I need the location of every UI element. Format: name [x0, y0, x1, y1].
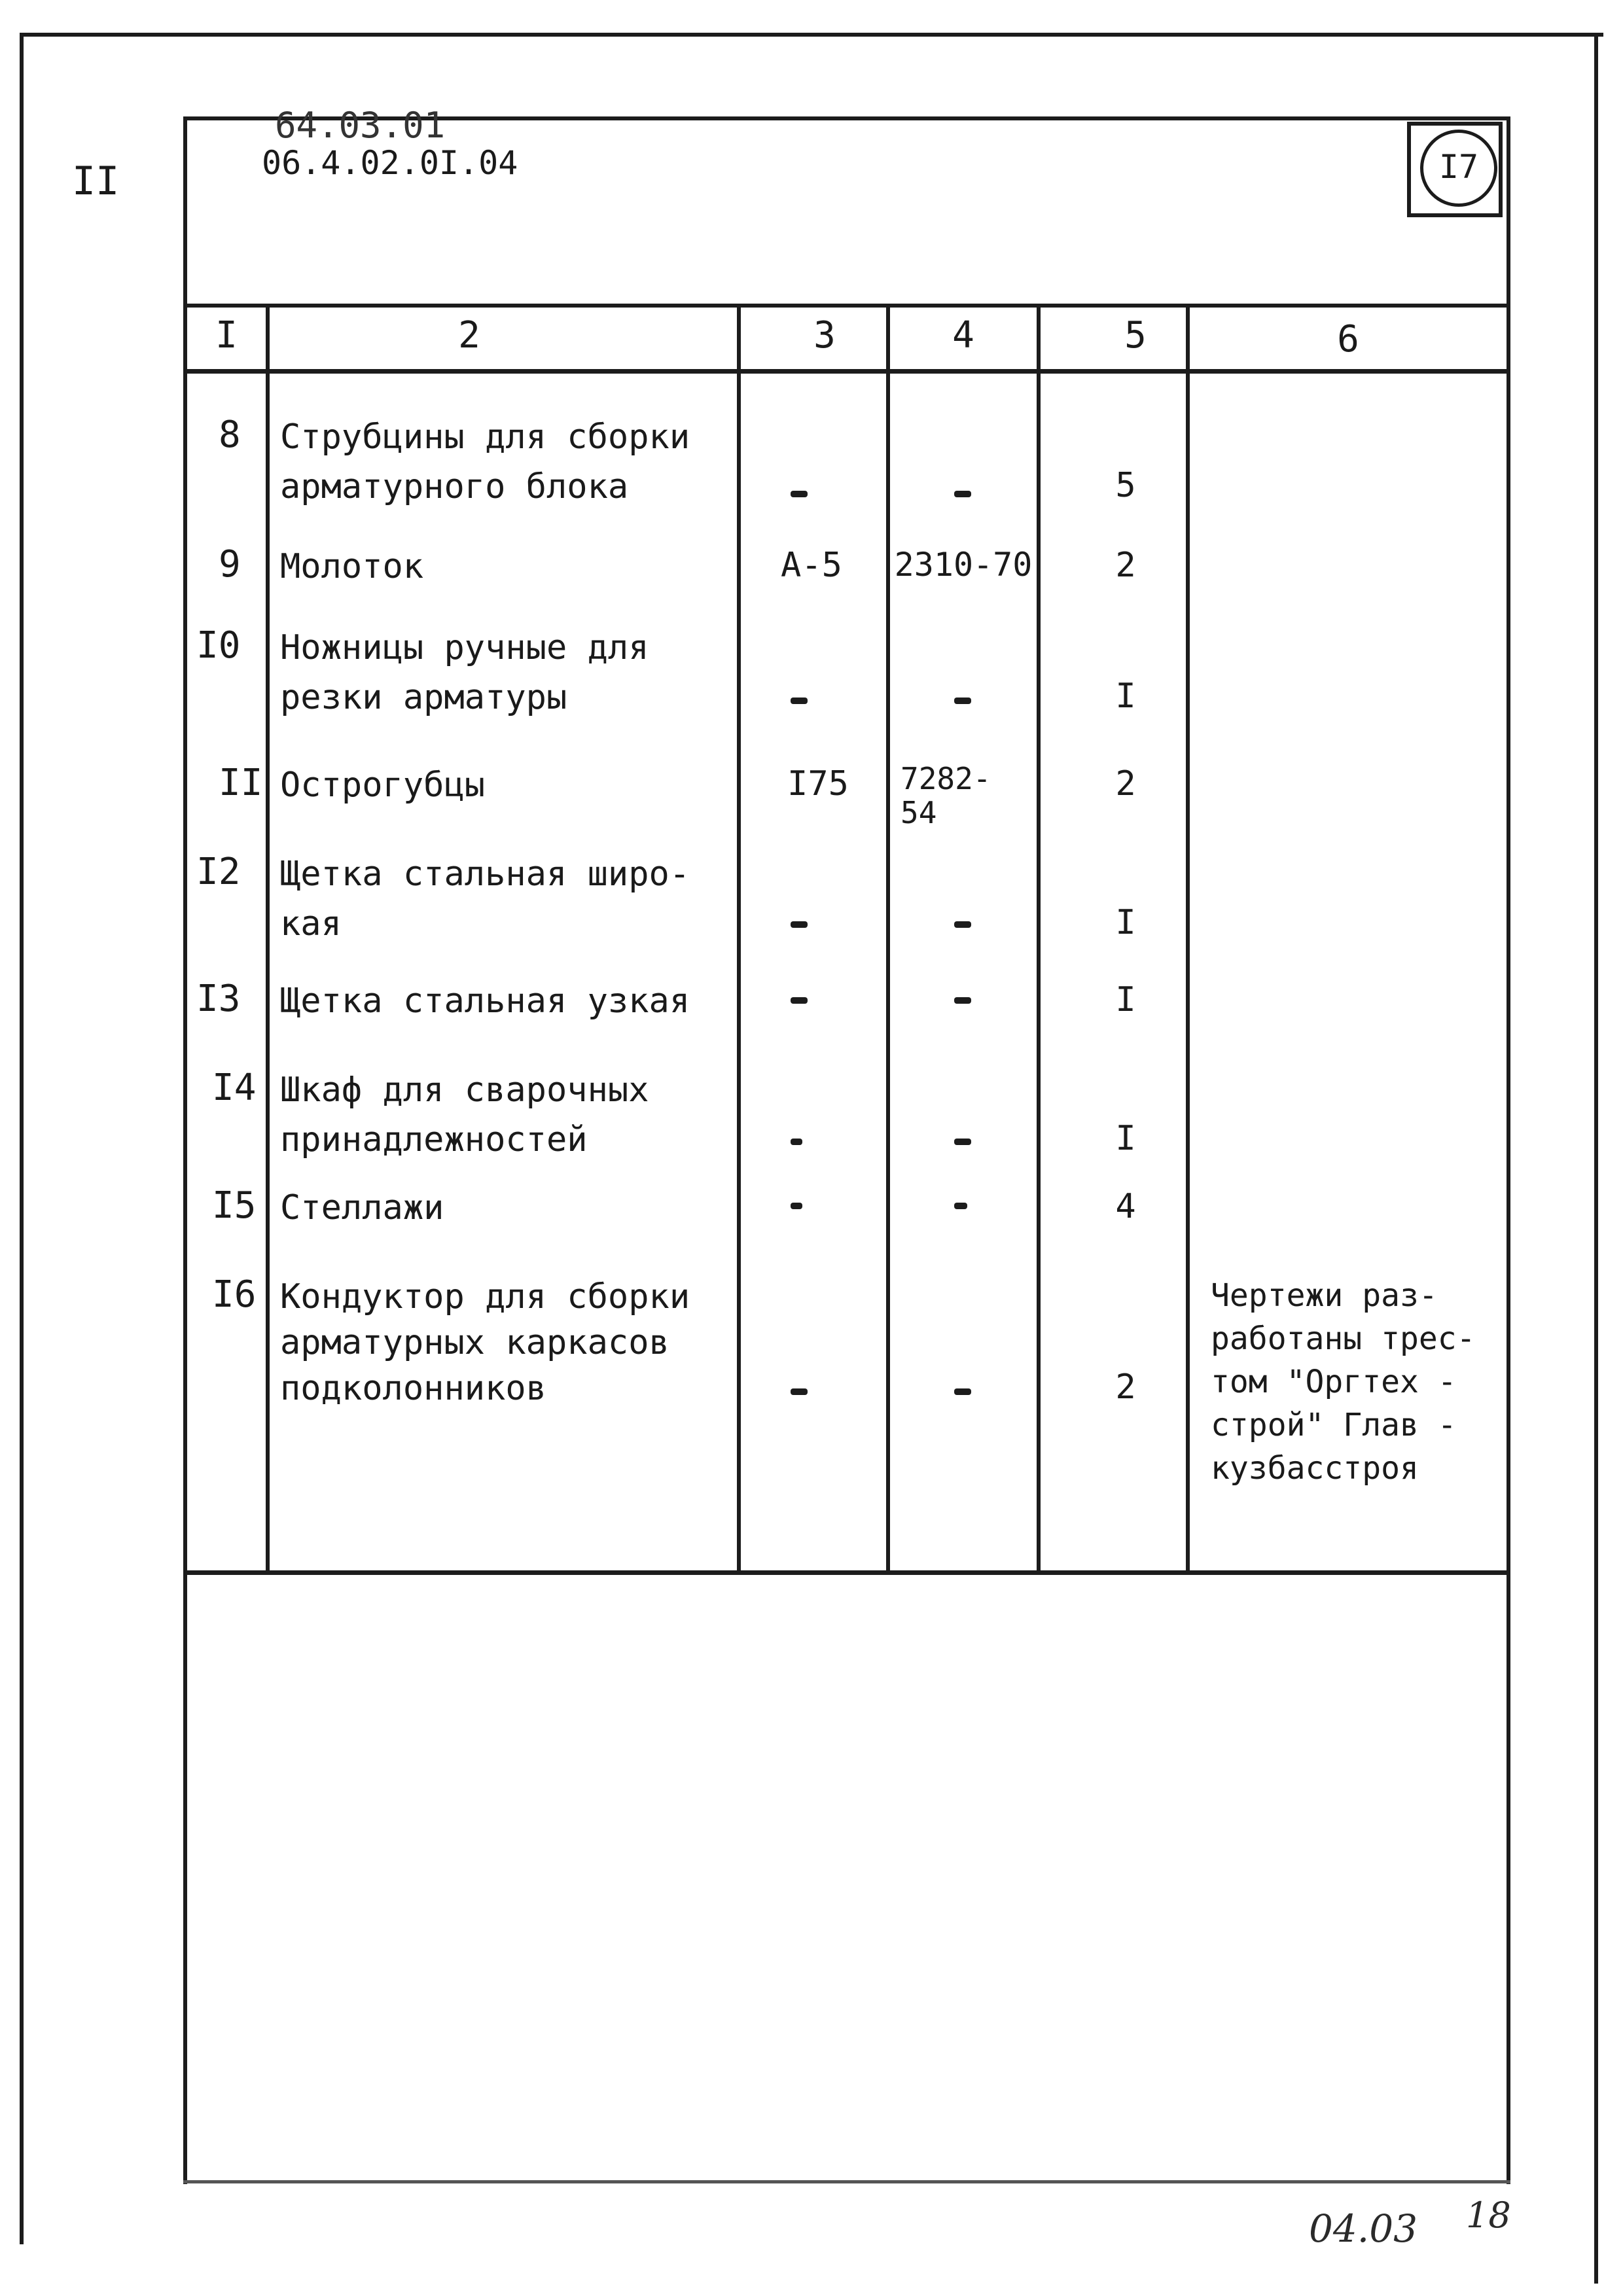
- row-number: I2: [196, 851, 241, 893]
- empty-dash: [954, 1203, 967, 1209]
- item-name-line: арматурного блока: [280, 467, 629, 506]
- document-code-struck: 64.03.01: [275, 105, 446, 146]
- empty-dash: [791, 997, 808, 1004]
- cell-col-3: [746, 980, 877, 1019]
- header-bottom-line: [183, 369, 1510, 374]
- document-code: 06.4.02.0I.04: [262, 144, 518, 182]
- item-name-line: арматурных каркасов: [280, 1323, 669, 1362]
- cell-col-5: 5: [1115, 466, 1136, 505]
- empty-dash: [791, 491, 808, 497]
- empty-dash: [954, 1388, 971, 1395]
- cell-col-3: [746, 906, 877, 945]
- note-line: Чертежи раз-: [1211, 1277, 1438, 1314]
- col-line-4: [1037, 304, 1041, 1573]
- cell-col-3: [746, 471, 877, 510]
- empty-dash: [791, 1139, 802, 1145]
- empty-dash: [954, 1139, 971, 1145]
- page-border-right: [1594, 33, 1598, 2284]
- empty-dash: [954, 698, 971, 704]
- cell-col-5: I: [1115, 980, 1136, 1019]
- header-col-3: 3: [813, 314, 836, 357]
- empty-dash: [791, 698, 808, 704]
- cell-col-5: I: [1115, 677, 1136, 716]
- sheet-number-box: [1407, 122, 1503, 217]
- col-line-5: [1186, 304, 1190, 1573]
- row-number: I6: [212, 1273, 257, 1316]
- table-top-line: [183, 304, 1510, 308]
- row-number: 8: [219, 414, 241, 456]
- cell-col-5: 2: [1115, 546, 1136, 585]
- empty-dash: [791, 921, 808, 928]
- header-col-6: 6: [1337, 318, 1359, 361]
- cell-col-3: [746, 680, 877, 720]
- item-name-line: принадлежностей: [280, 1120, 588, 1159]
- col-line-1: [266, 304, 270, 1573]
- item-name-line: Шкаф для сварочных: [280, 1070, 649, 1110]
- note-line: строй" Глав -: [1211, 1407, 1457, 1443]
- cell-col-4: 2310-70: [894, 546, 1033, 584]
- item-name-line: Стеллажи: [280, 1188, 444, 1227]
- row-number: 9: [219, 543, 241, 586]
- frame-right: [1507, 116, 1510, 2184]
- sheet-number: I7: [1438, 148, 1479, 186]
- item-name-line: Ножницы ручные для: [280, 628, 649, 667]
- item-name-line: Молоток: [280, 547, 424, 586]
- cell-col-5: I: [1115, 1119, 1136, 1158]
- cell-col-5: 2: [1115, 1368, 1136, 1407]
- header-col-4: 4: [952, 314, 974, 357]
- cell-col-5: 2: [1115, 764, 1136, 804]
- footer-handwritten-code: 04.03: [1309, 2206, 1418, 2251]
- header-col-1: I: [215, 314, 238, 357]
- header-col-2: 2: [458, 314, 480, 357]
- item-name-line: подколонников: [280, 1369, 546, 1408]
- item-name-line: кая: [280, 904, 342, 944]
- cell-col-4-line: 54: [901, 795, 937, 830]
- item-name-line: Струбцины для сборки: [280, 417, 690, 457]
- cell-col-3: [746, 1187, 877, 1226]
- item-name-line: Щетка стальная широ-: [280, 855, 690, 894]
- cell-col-5: 4: [1115, 1187, 1136, 1226]
- margin-mark: II: [72, 158, 120, 204]
- item-name-line: Острогубцы: [280, 766, 486, 805]
- empty-dash: [954, 491, 971, 497]
- row-number: II: [219, 762, 263, 804]
- frame-bottom: [183, 2180, 1510, 2183]
- cell-col-3: I75: [787, 764, 849, 804]
- cell-col-3: [746, 1122, 877, 1161]
- page-border-left: [20, 33, 24, 2244]
- row-number: I5: [212, 1184, 257, 1227]
- table-bottom-line: [183, 1570, 1510, 1575]
- note-line: том "Оргтех -: [1211, 1364, 1457, 1400]
- note-line: кузбасстроя: [1211, 1450, 1419, 1487]
- item-name-line: Кондуктор для сборки: [280, 1277, 690, 1316]
- frame-left: [183, 116, 187, 2184]
- empty-dash: [954, 921, 971, 928]
- note-line: работаны трес-: [1211, 1320, 1476, 1357]
- footer-page-number: 18: [1466, 2195, 1511, 2236]
- empty-dash: [791, 1203, 802, 1209]
- page-border-top: [20, 33, 1603, 37]
- cell-col-3: А-5: [781, 546, 842, 585]
- empty-dash: [791, 1388, 808, 1395]
- row-number: I4: [212, 1067, 257, 1109]
- item-name-line: резки арматуры: [280, 678, 567, 717]
- col-line-2: [737, 304, 741, 1573]
- cell-col-5: I: [1115, 903, 1136, 942]
- row-number: I3: [196, 978, 241, 1020]
- cell-col-3: [746, 1370, 877, 1409]
- empty-dash: [954, 997, 971, 1004]
- header-col-5: 5: [1124, 314, 1147, 357]
- row-number: I0: [196, 624, 241, 667]
- item-name-line: Щетка стальная узкая: [280, 981, 690, 1021]
- cell-col-4-line: 7282-: [901, 761, 991, 796]
